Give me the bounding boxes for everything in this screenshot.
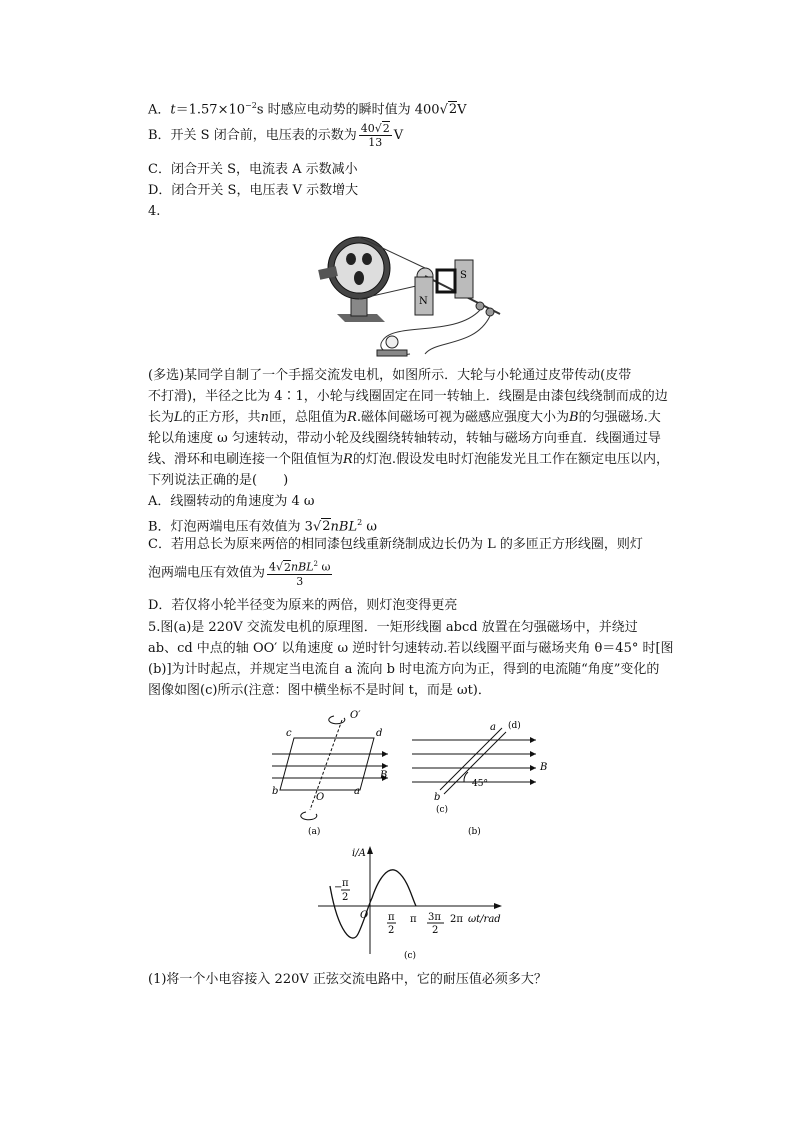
option-4c-line1: C．若用总长为原来两倍的相同漆包线重新绕制成边长仍为 L 的多匝正方形线圈，则灯 — [148, 537, 643, 552]
question-5-part-1: (1)将一个小电容接入 220V 正弦交流电路中，它的耐压值必须多大？ — [148, 972, 547, 987]
svg-text:π: π — [410, 914, 417, 925]
svg-text:c: c — [286, 728, 292, 739]
option-3c: C．闭合开关 S，电流表 A 示数减小 — [148, 162, 358, 177]
svg-text:2π: 2π — [450, 914, 463, 925]
option-3a: A．$t=1.57\times 10^{-2}s$ 时感应电动势的瞬时值为 400√2V — [148, 101, 467, 118]
svg-text:(d): (d) — [508, 721, 521, 731]
svg-text:a: a — [490, 722, 496, 733]
svg-text:i/A: i/A — [352, 848, 366, 859]
figure-b — [410, 716, 560, 840]
option-3b: B．开关 S 闭合前，电压表的示数为 $\frac{40√2}{13}$ V — [148, 122, 404, 149]
svg-text:−: − — [334, 882, 343, 893]
option-3d: D．闭合开关 S，电压表 V 示数增大 — [148, 183, 359, 198]
svg-text:b: b — [434, 792, 441, 803]
option-4a: A．线圈转动的角速度为 4 ω — [148, 494, 315, 509]
svg-text:3π: 3π — [428, 912, 441, 923]
svg-text:ωt/rad: ωt/rad — [468, 914, 501, 925]
question-4-number: 4. — [148, 204, 161, 219]
svg-text:(c): (c) — [404, 951, 417, 960]
question-4-stem: (多选)某同学自制了一个手摇交流发电机，如图所示．大轮与小轮通过皮带传动(皮带 不打滑)，半径之比为 4∶1，小轮与线圈固定在同一转轴上．线圈是由漆包线绕制而成的边 长为L的正方形，共n匝，总阻值为R.磁体间磁场可视为磁感应强度大小为B的匀强磁场.大 轮以角速度 ω 匀速转动，带动小轮及线圈绕转轴转动，转轴与磁场方向垂直．线圈通过导 线、滑环和电刷连接一个阻值恒为R的灯泡.假设发电时灯泡能发光且工作在额定电压以内， 下列说法正确的是( ) — [148, 368, 669, 488]
figure-a — [262, 706, 402, 838]
svg-text:(c): (c) — [436, 805, 449, 815]
svg-text:B: B — [380, 770, 388, 781]
svg-text:2: 2 — [388, 925, 395, 936]
svg-text:2: 2 — [342, 892, 349, 903]
svg-text:(a): (a) — [308, 827, 321, 837]
svg-text:2: 2 — [432, 925, 439, 936]
svg-text:b: b — [272, 786, 279, 797]
svg-text:B: B — [540, 762, 548, 773]
svg-text:O: O — [360, 910, 369, 921]
question-5-stem: 5.图(a)是 220V 交流发电机的原理图．一矩形线圈 abcd 放置在匀强磁场中，并绕过 ab、cd 中点的轴 OO′ 以角速度 ω 逆时针匀速转动.若以线圈平面与磁场夹角 θ＝45° 时[图 (b)]为计时起点，并规定当电流自 a 流向 b 时电流方向为正，得到的电流随“角度”变化的 图像如图(c)所示(注意：图中横坐标不是时间 t，而是 ωt)． — [148, 620, 674, 698]
svg-text:O′: O′ — [350, 710, 361, 721]
svg-text:a: a — [354, 786, 360, 797]
svg-text:S: S — [460, 270, 467, 281]
generator-figure — [315, 222, 505, 362]
svg-text:π: π — [388, 912, 395, 923]
svg-text:d: d — [376, 728, 383, 739]
option-4c-line2: 泡两端电压有效值为 $\frac{4√2nBL^2 \omega}{3}$ — [148, 560, 331, 588]
svg-text:N: N — [419, 296, 428, 307]
svg-text:45°: 45° — [472, 779, 488, 789]
figure-c — [312, 842, 512, 960]
svg-text:(b): (b) — [468, 827, 481, 837]
svg-text:O: O — [316, 792, 325, 803]
option-4d: D．若仅将小轮半径变为原来的两倍，则灯泡变得更亮 — [148, 598, 458, 613]
svg-text:π: π — [342, 878, 349, 889]
option-4b: B．灯泡两端电压有效值为 3√2nBL$^2$ ω — [148, 518, 377, 535]
